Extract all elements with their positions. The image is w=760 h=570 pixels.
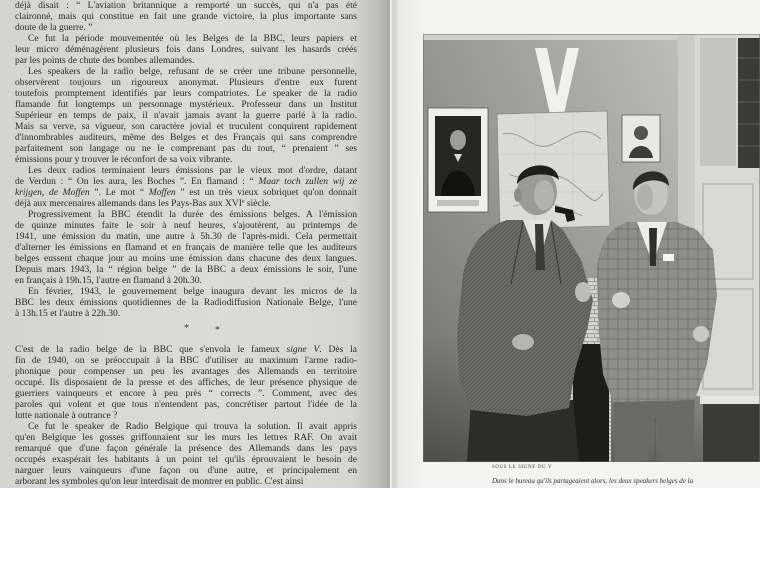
ornament-asterisk: * — [184, 323, 189, 334]
portrait-frame — [428, 108, 488, 212]
text-run: de Verdun : “ On les aura, les Boches ”. En flamand : “ — [15, 177, 259, 187]
text-run: flamande fut longtemps un personnage mystérieux. Professeur dans un Institut — [15, 100, 357, 110]
text-line — [15, 265, 357, 276]
text-run: d'alterner les émissions en flamand et en français de manière telle que les auditeurs — [15, 243, 357, 253]
text-line — [15, 23, 357, 34]
ornament-asterisk: * — [215, 325, 220, 336]
text-line — [15, 210, 357, 221]
text-line — [15, 466, 357, 477]
text-run: lutte nationale à outrance ? — [15, 411, 118, 421]
italic-text: krijgen, de Moffen — [15, 188, 90, 198]
text-run: qu'en Belgique les gosses griffonnaient sur les murs les lettres RAF. On avait — [15, 433, 357, 443]
photo-caption-text: Dans le bureau qu'ils partageaient alors, les deux speakers belges de la — [492, 477, 694, 485]
text-line — [15, 444, 357, 455]
text-run: guerriers vainqueurs et encore à peu près “ corrects ”. Comment, avec des — [15, 389, 357, 399]
section-ornament — [15, 320, 357, 345]
text-run: claironné, mais qui constitue en fait une grande victoire, la plus importante sans — [15, 12, 357, 22]
text-run: Depuis mars 1943, la “ région belge ” de la BBC a deux émissions le soir, l'une — [15, 265, 357, 275]
text-line — [15, 254, 357, 265]
paragraph — [15, 34, 357, 67]
text-run: arborant les symboles qu'on leur interdisait de montrer en public. C'est ainsi — [15, 477, 304, 487]
text-line — [15, 378, 357, 389]
text-run: déjà aux mercenaires allemands dans les Pays-Bas aux XVI — [15, 199, 242, 209]
text-run: fin de 1940, on se préoccupait à la BBC d'utiliser au maximum l'arme radio- — [15, 356, 357, 366]
paragraph — [15, 67, 357, 166]
text-line — [15, 45, 357, 56]
text-line — [15, 67, 357, 78]
text-run: Ce fut le speaker de Radio Belgique qui trouva la solution. Il avait appris — [28, 422, 357, 432]
paragraph — [15, 210, 357, 287]
text-line — [15, 155, 357, 166]
text-line — [15, 177, 357, 188]
text-line — [15, 166, 357, 177]
text-run: déjà disait : “ L'aviation britannique a remporté un succès, qui n'a pas été — [15, 1, 357, 11]
text-line — [15, 309, 357, 320]
paragraph — [15, 422, 357, 488]
text-section — [15, 345, 357, 488]
text-run: . Dès la — [319, 345, 357, 355]
text-line — [15, 100, 357, 111]
italic-text: signe V — [286, 345, 320, 355]
text-line — [15, 455, 357, 466]
text-line — [15, 56, 357, 67]
text-run: occupés exaspérait les habitants à un point tel qu'ils éprouvaient le besoin de — [15, 455, 357, 465]
text-line — [15, 78, 357, 89]
text-run: à 13h.15 et l'autre à 22h.30. — [15, 309, 121, 319]
text-line — [15, 1, 357, 12]
text-line — [15, 298, 357, 309]
text-line — [15, 367, 357, 378]
text-line — [15, 89, 357, 100]
text-run: 1941, une émission du matin, une autre à 5h.30 de l'après-midi. Cela permettait — [15, 232, 357, 242]
text-line — [15, 477, 357, 488]
text-line — [15, 144, 357, 155]
text-run: Supérieur en temps de paix, il n'avait jamais avant la guerre parlé à la radio. — [15, 111, 357, 121]
photo-frame — [423, 34, 760, 462]
text-run: ” est un très vieux sobriquet qu'on donnait — [175, 188, 357, 198]
window — [738, 38, 760, 168]
text-run: siècle. — [244, 199, 271, 209]
text-line — [15, 287, 357, 298]
text-line — [15, 34, 357, 45]
text-run: par les points de chute des bombes allemandes. — [15, 56, 195, 66]
text-line — [15, 356, 357, 367]
text-run: en français à 19h.15, l'autre en flamand à 20h.30. — [15, 276, 202, 286]
photo-caption-title: SOUS LE SIGNE DU V — [492, 465, 553, 470]
text-section — [15, 1, 357, 320]
small-photo — [622, 115, 660, 162]
text-run: Les speakers de la radio belge, refusant de se créer une tribune personnelle, — [28, 67, 357, 77]
text-line — [15, 133, 357, 144]
text-run: belges eussent chaque jour au moins une émission dans chacune des deux langues. — [15, 254, 357, 264]
text-run: toutefois promptement identifiés par leurs compatriotes. Le speaker de la radio — [15, 89, 357, 99]
text-run: Les deux radios terminaient leurs émissions par le vieux mot d'ordre, datant — [28, 166, 357, 176]
text-run: remarqué que d'une façon générale la présence des Allemands dans les pays — [15, 444, 357, 454]
text-run: observèrent toujours un rigoureux anonymat. Plusieurs d'entre eux furent — [15, 78, 357, 88]
left-page — [0, 0, 390, 488]
paragraph — [15, 345, 357, 422]
text-line — [15, 400, 357, 411]
text-line — [15, 433, 357, 444]
text-line — [15, 243, 357, 254]
text-line — [15, 422, 357, 433]
text-run: En février, 1943, le gouvernement belge inaugura devant les micros de la — [28, 287, 357, 297]
text-line — [15, 411, 357, 422]
italic-text: Maar toch zullen wij ze — [258, 177, 357, 187]
text-run: parfaitement son langage ou ne le comprenant pas du tout, “ prenaient ” ses — [15, 144, 357, 154]
text-line — [15, 199, 357, 210]
text-run: paroles qui volent et que tous n'entendent pas, concrétiser partout l'idée de la — [15, 400, 357, 410]
text-line — [15, 345, 357, 356]
text-run: occupé. Ils disposaient de la presse et des affiches, de leur présence physique de — [15, 378, 357, 388]
table — [700, 396, 760, 462]
text-run: leur micro déménagèrent plusieurs fois dans Londres, suivant les hasards créés — [15, 45, 357, 55]
text-line — [15, 12, 357, 23]
paragraph — [15, 287, 357, 320]
text-line — [15, 276, 357, 287]
text-run: narguer leurs vainqueurs d'une façon ou d'une autre, et principalement en — [15, 466, 357, 476]
text-run: C'est de la radio belge de la BBC que s'envola le fameux — [15, 345, 287, 355]
italic-text: Moffen — [148, 188, 176, 198]
text-run: doute de la guerre. ” — [15, 23, 93, 33]
text-line — [15, 111, 357, 122]
photo — [423, 34, 760, 462]
text-line — [15, 389, 357, 400]
text-run: Mais sa verve, sa vigueur, son caractère jovial et truculent conquirent rapidement — [15, 122, 357, 132]
text-run: ”. Le mot “ — [89, 188, 149, 198]
paragraph — [15, 166, 357, 210]
text-run: Ce fut la période mouvementée où les Belges de la BBC, leurs papiers et — [28, 34, 357, 44]
text-run: Progressivement la BBC étendit la durée des émissions belges. A l'émission — [28, 210, 357, 220]
paragraph — [15, 1, 357, 34]
text-run: de quinze minutes faite le soir à neuf heures, s'ajoutèrent, au printemps de — [15, 221, 357, 231]
text-run: BBC les deux émissions quotidiennes de la Radiodiffusion Nationale Belge, l'une — [15, 298, 357, 308]
text-line — [15, 232, 357, 243]
text-run: émissions pour y trouver le réconfort de sa voix vibrante. — [15, 155, 233, 165]
right-page — [390, 0, 760, 488]
text-line — [15, 221, 357, 232]
text-line — [15, 188, 357, 199]
text-run: phonique pour compenser un peu les avantages des Allemands en territoire — [15, 367, 357, 377]
text-line — [15, 122, 357, 133]
text-run: d'innombrables auditeurs, même des Belges et des Français qui sans comprendre — [15, 133, 357, 143]
left-page-text — [15, 1, 357, 488]
superscript: e — [241, 199, 245, 205]
